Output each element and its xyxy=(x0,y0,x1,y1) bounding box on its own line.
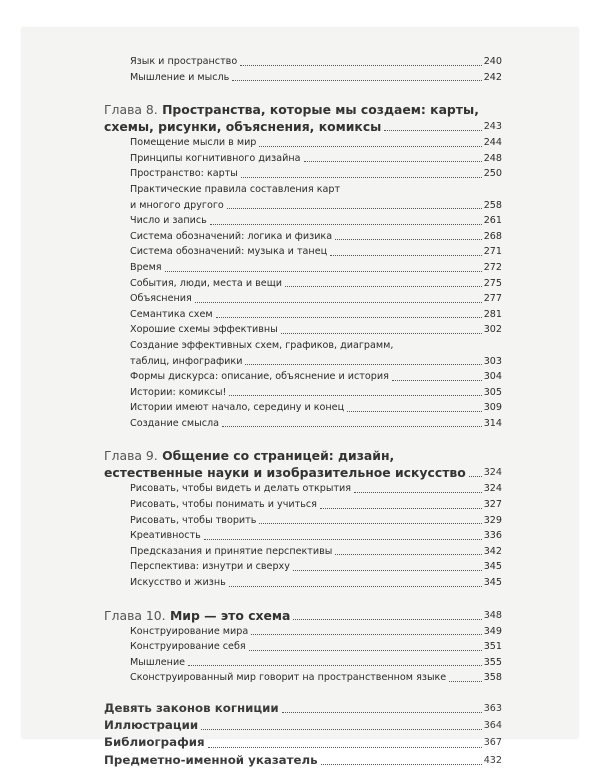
toc-entry-page: 242 xyxy=(483,71,502,83)
leader-dots xyxy=(210,224,482,225)
toc-entry-page: 314 xyxy=(483,417,502,429)
leader-dots xyxy=(384,130,481,131)
leader-dots xyxy=(281,333,482,334)
toc-entry[interactable] xyxy=(104,244,502,260)
chapter-10 xyxy=(104,607,502,686)
leader-dots xyxy=(241,177,482,178)
leader-dots xyxy=(293,570,482,571)
toc-entry-page: 305 xyxy=(483,386,502,398)
toc-entry-page: 432 xyxy=(483,754,502,766)
toc-entry[interactable] xyxy=(104,639,502,655)
leader-dots xyxy=(201,729,482,730)
leader-dots xyxy=(392,380,482,381)
leader-dots xyxy=(249,650,482,651)
toc-entry-title: Рисовать, чтобы творить xyxy=(130,514,257,526)
toc-entry-page: 250 xyxy=(483,168,502,180)
toc-entry[interactable] xyxy=(104,544,502,560)
toc-entry-title: Библиография xyxy=(104,735,205,750)
leader-dots xyxy=(204,539,482,540)
toc-entry-title: Язык и пространство xyxy=(130,56,238,67)
toc-entry-title: Время xyxy=(130,261,162,273)
toc-entry-title: Предсказания и принятие перспективы xyxy=(130,545,333,557)
toc-entry[interactable] xyxy=(104,575,502,591)
toc-entry-title: События, люди, места и вещи xyxy=(130,277,282,289)
chapter-page: 243 xyxy=(483,121,502,133)
leader-dots xyxy=(304,161,482,162)
toc-entry-title-line[interactable]: Практические правила составления карт xyxy=(130,183,341,195)
toc-entry-page: 261 xyxy=(483,215,502,227)
toc-entry[interactable] xyxy=(104,291,502,307)
leader-dots xyxy=(232,80,481,81)
toc-entry-page: 342 xyxy=(483,545,502,557)
leader-dots xyxy=(165,271,482,272)
toc-entry[interactable] xyxy=(104,670,502,686)
toc-entry-title: Формы дискурса: описание, объяснение и история xyxy=(130,371,389,383)
toc-entry[interactable] xyxy=(104,416,502,432)
toc-entry-title: Объяснения xyxy=(130,293,192,305)
toc-entry[interactable] xyxy=(104,198,502,214)
toc-entry-title: Мышление и мысль xyxy=(130,71,230,83)
chapter-heading[interactable] xyxy=(104,101,502,118)
toc-entry-title: Мышление xyxy=(130,656,186,668)
toc-entry-page: 272 xyxy=(483,261,502,273)
leader-dots xyxy=(227,208,482,209)
toc-entry-title: Конструирование мира xyxy=(130,625,249,637)
toc-entry-page: 303 xyxy=(483,355,502,367)
toc-entry-page: 336 xyxy=(483,530,502,542)
leader-dots xyxy=(354,492,482,493)
toc-entry[interactable] xyxy=(104,322,502,338)
leader-dots xyxy=(188,665,482,666)
chapter-9 xyxy=(104,447,502,590)
toc-entry-title: Рисовать, чтобы понимать и учиться xyxy=(130,499,317,511)
toc-entry-page: 244 xyxy=(483,137,502,149)
chapter-title-line: Общение со страницей: дизайн, xyxy=(162,448,395,464)
toc-entry[interactable] xyxy=(104,624,502,640)
toc-entry[interactable] xyxy=(104,481,502,497)
toc-entry-title: Система обозначений: музыка и танец xyxy=(130,246,328,258)
toc-entry-title: Истории имеют начало, середину и конец xyxy=(130,402,345,414)
toc-entry-page: 302 xyxy=(483,324,502,336)
toc-entry-title: Девять законов когниции xyxy=(104,701,279,715)
chapter-page: 324 xyxy=(483,467,502,479)
chapter-heading-line2[interactable] xyxy=(104,464,502,481)
leader-dots xyxy=(330,255,482,256)
toc-entry[interactable] xyxy=(104,135,502,151)
leader-dots xyxy=(216,317,482,318)
toc-entry[interactable] xyxy=(104,260,502,276)
toc-entry-page: 345 xyxy=(483,577,502,589)
toc-entry[interactable] xyxy=(104,752,502,769)
chapter-label: Глава 8. xyxy=(104,102,158,118)
toc-entry-page: 363 xyxy=(483,703,502,714)
toc-entry-page: 271 xyxy=(483,246,502,258)
chapter-title-line: схемы, рисунки, объяснения, комиксы xyxy=(104,119,382,135)
toc-entry-page: 355 xyxy=(483,656,502,668)
toc-entry-title: Пространство: карты xyxy=(130,168,238,180)
toc-entry[interactable] xyxy=(104,700,502,717)
toc-entry-title: таблиц, инфографики xyxy=(130,355,243,367)
toc-entry[interactable] xyxy=(104,734,502,751)
toc-entry[interactable] xyxy=(104,307,502,323)
chapter-label: Глава 9. xyxy=(104,448,158,464)
leader-dots xyxy=(259,523,481,524)
toc-entry-title: Принципы когнитивного дизайна xyxy=(130,152,301,164)
chapter-title-line: Пространства, которые мы создаем: карты, xyxy=(162,102,479,118)
leader-dots xyxy=(259,146,481,147)
toc-entry-title: и многого другого xyxy=(130,199,224,211)
end-matter xyxy=(104,700,502,769)
toc-entry-title: Создание смысла xyxy=(130,417,220,429)
toc-entry-title: Помещение мысли в мир xyxy=(130,137,257,149)
leader-dots xyxy=(229,586,482,587)
toc-entry-title: Искусство и жизнь xyxy=(130,577,226,589)
chapter-heading-line2[interactable] xyxy=(104,118,502,135)
toc-entry[interactable] xyxy=(104,213,502,229)
toc-entry-title: Рисовать, чтобы видеть и делать открытия xyxy=(130,483,352,495)
toc-entry[interactable] xyxy=(104,276,502,292)
chapter-page: 348 xyxy=(483,609,502,621)
toc-entry-page: 240 xyxy=(483,56,502,67)
leader-dots xyxy=(335,554,481,555)
leader-dots xyxy=(245,364,481,365)
chapter-title-line: естественные науки и изобразительное искусство xyxy=(104,465,466,481)
toc-entry-title: Иллюстрации xyxy=(104,718,199,733)
leader-dots xyxy=(320,508,482,509)
toc-entry-page: 275 xyxy=(483,277,502,289)
toc-entry-title: Конструирование себя xyxy=(130,641,246,653)
toc-entry[interactable] xyxy=(104,70,502,86)
leader-dots xyxy=(285,286,482,287)
toc-entry[interactable] xyxy=(104,354,502,370)
chapter-heading[interactable] xyxy=(104,447,502,464)
leader-dots xyxy=(293,619,481,620)
toc-entry-page: 327 xyxy=(483,499,502,511)
toc-entry-page: 277 xyxy=(483,293,502,305)
toc-entry-page: 358 xyxy=(483,672,502,684)
toc-entry[interactable] xyxy=(104,166,502,182)
toc-entry-title: Хорошие схемы эффективны xyxy=(130,324,278,336)
toc-entry-page: 258 xyxy=(483,199,502,211)
toc-entry[interactable] xyxy=(104,369,502,385)
toc-entry-title: Истории: комиксы! xyxy=(130,386,227,398)
toc-entry-page: 281 xyxy=(483,308,502,320)
toc-entry-page: 268 xyxy=(483,230,502,242)
toc-entry-title: Предметно-именной указатель xyxy=(104,752,318,767)
toc-entry-page: 329 xyxy=(483,514,502,526)
chapter-heading[interactable] xyxy=(104,607,502,624)
leader-dots xyxy=(449,681,481,682)
toc-entry-page: 364 xyxy=(483,720,502,732)
chapter-title-line: Мир — это схема xyxy=(169,607,291,623)
toc-entry-title-line[interactable]: Создание эффективных схем, графиков, диаграмм, xyxy=(130,339,394,351)
toc-entry-title: Семантика схем xyxy=(130,308,213,320)
toc-entry-title: Сконструированный мир говорит на пространственном языке xyxy=(130,672,447,684)
leader-dots xyxy=(208,747,482,748)
leader-dots xyxy=(240,65,481,66)
toc-entry-page: 351 xyxy=(483,641,502,653)
leader-dots xyxy=(222,426,482,427)
toc-entry-page: 304 xyxy=(483,371,502,383)
leader-dots xyxy=(229,395,481,396)
toc-entry[interactable] xyxy=(104,400,502,416)
leader-dots xyxy=(195,302,482,303)
toc-entry[interactable] xyxy=(104,528,502,544)
toc-entry[interactable] xyxy=(104,151,502,167)
leader-dots xyxy=(321,764,482,765)
leader-dots xyxy=(251,634,481,635)
leader-dots xyxy=(282,712,482,713)
toc-entry-title: Перспектива: изнутри и сверху xyxy=(130,561,290,573)
toc-entry[interactable] xyxy=(104,655,502,671)
toc-entry[interactable] xyxy=(104,54,502,70)
toc-entry[interactable] xyxy=(104,559,502,575)
toc-entry-page: 309 xyxy=(483,402,502,414)
chapter-label: Глава 10. xyxy=(104,607,166,623)
toc-entry-title: Креативность xyxy=(130,530,201,542)
chapter-8 xyxy=(104,101,502,431)
toc-entry-page: 349 xyxy=(483,625,502,637)
leader-dots xyxy=(469,476,482,477)
leader-dots xyxy=(335,239,482,240)
toc-entry-title: Число и запись xyxy=(130,215,207,227)
toc-entry-page: 367 xyxy=(483,737,502,749)
toc-entry[interactable] xyxy=(104,513,502,529)
toc-entry[interactable] xyxy=(104,497,502,513)
toc-entry[interactable] xyxy=(104,385,502,401)
toc-entry-page: 248 xyxy=(483,152,502,164)
toc-entry[interactable] xyxy=(104,229,502,245)
table-of-contents xyxy=(104,54,502,769)
toc-entry-title: Система обозначений: логика и физика xyxy=(130,230,333,242)
toc-entry[interactable] xyxy=(104,717,502,734)
toc-entry-page: 324 xyxy=(483,483,502,495)
leader-dots xyxy=(347,411,482,412)
toc-entry-page: 345 xyxy=(483,561,502,573)
